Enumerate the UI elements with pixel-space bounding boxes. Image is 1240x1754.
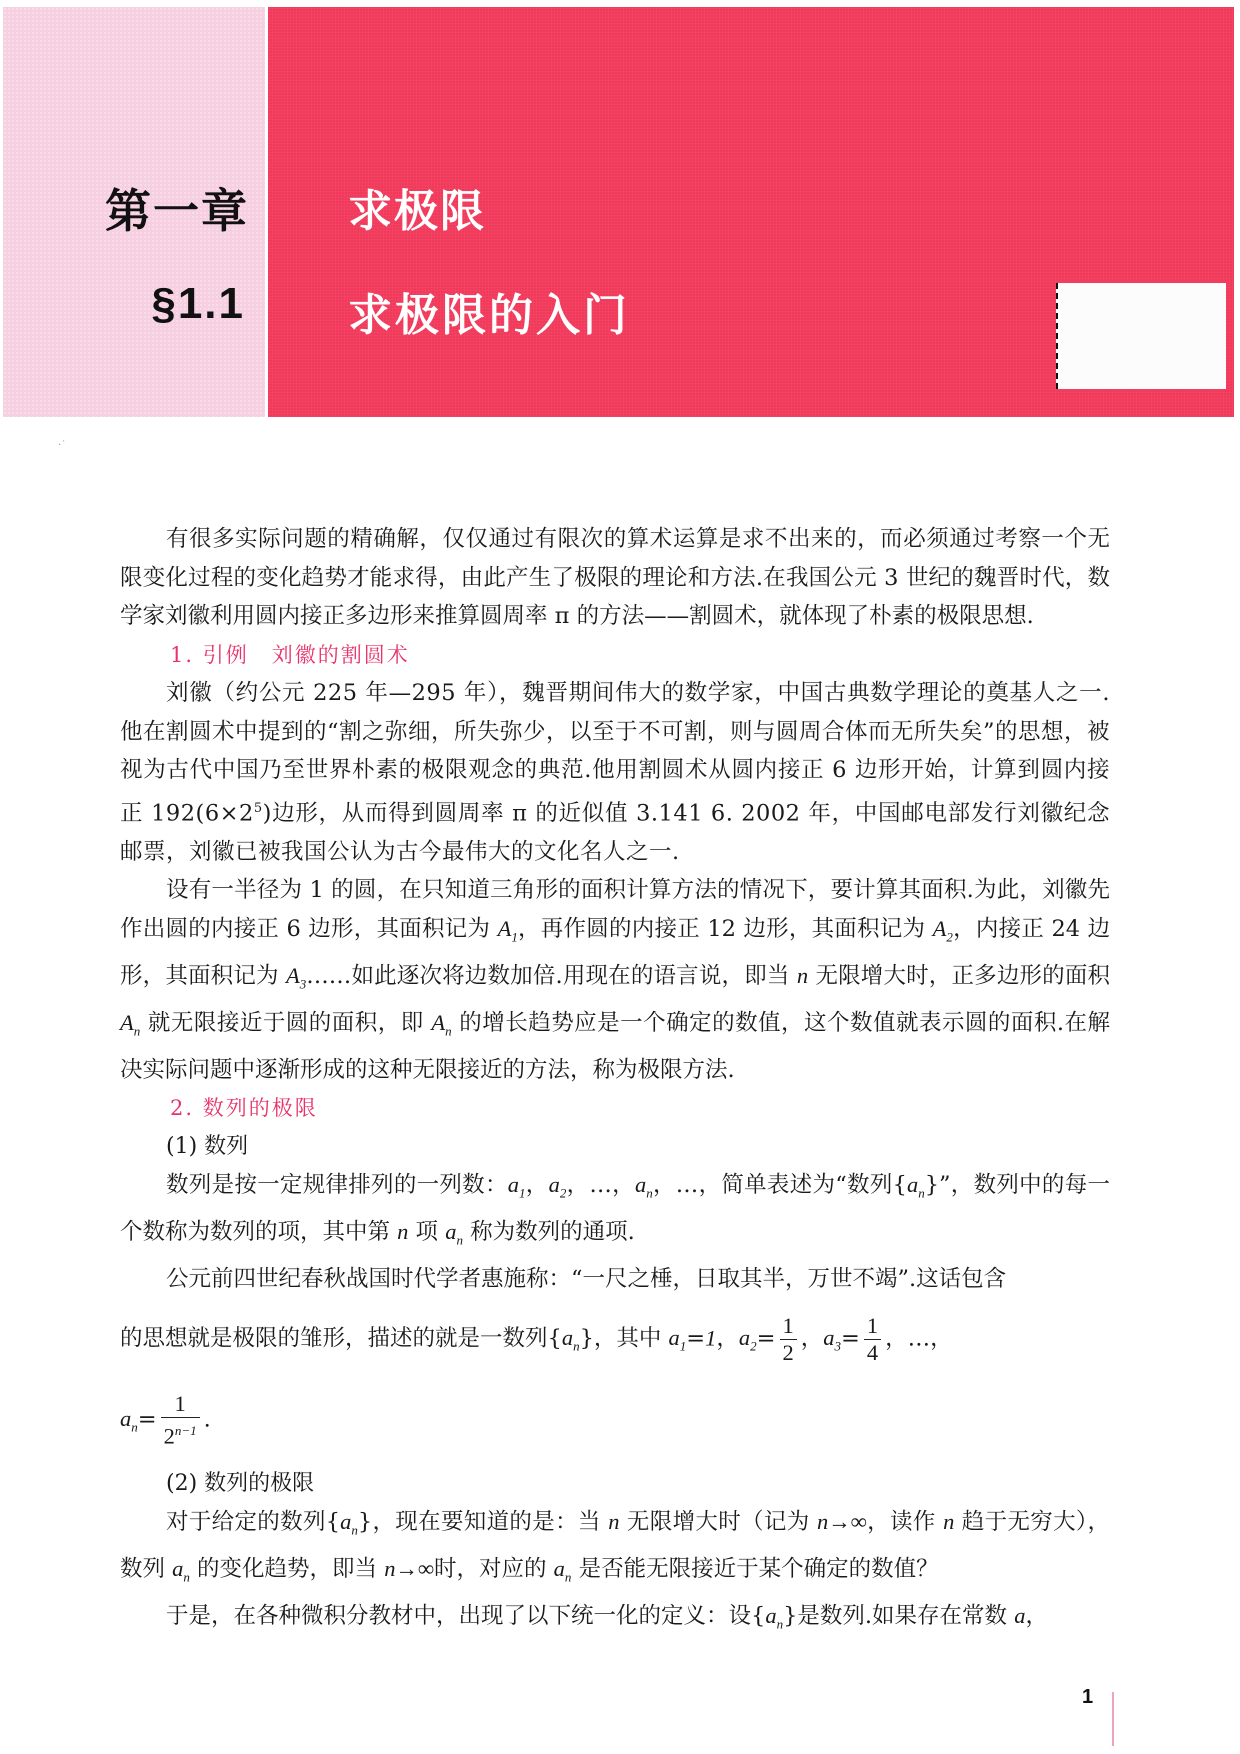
chapter-title: 求极限 (348, 186, 486, 237)
text: }，其中 (579, 1325, 669, 1351)
text: 称为数列的通项. (462, 1219, 635, 1245)
math-a2: $a_2$ (548, 1172, 567, 1201)
section-heading-1: 1. 引例 刘徽的割圆术 (170, 642, 410, 667)
math-n: n (608, 1509, 620, 1534)
math-an: $a_n$ (553, 1556, 572, 1585)
a1-value: 1 (705, 1325, 717, 1350)
math-an: $a_n$ (561, 1325, 580, 1354)
banner-right-panel (268, 7, 1234, 417)
math-a1: $a_1$ (507, 1172, 526, 1201)
circle-area-paragraph (120, 871, 1110, 1089)
huishi-quote-paragraph: 公元前四世纪春秋战国时代学者惠施称：“一尺之棰，日取其半，万世不竭”.这话包含 (166, 1266, 1007, 1292)
text: 就无限接近于圆的面积，即 (140, 1009, 432, 1036)
fraction-a2: $\frac{1}{2}$ (780, 1313, 797, 1366)
limit-definition-paragraph (120, 1597, 1110, 1644)
math-an: $a_n$ (445, 1219, 463, 1248)
math-An: $A_n$ (120, 1009, 141, 1038)
math-an: $a_n$ (906, 1172, 925, 1201)
math-n: n (796, 962, 809, 988)
page-number: 1 (1082, 1686, 1094, 1708)
text: 无限增大时（记为 (619, 1509, 817, 1535)
section-number: §1.1 (151, 279, 245, 328)
text: 的变化趋势，即当 (189, 1556, 385, 1582)
text: ，内接正 24 边形，其面积记为 (120, 915, 1111, 989)
scan-white-patch (1056, 283, 1226, 389)
math-a: a (1014, 1603, 1026, 1628)
text: ，再作圆的内接正 12 边形，其面积记为 (517, 915, 933, 942)
math-an: $a_n$ (634, 1172, 653, 1201)
text: 对于给定的数列{ (166, 1509, 341, 1535)
math-A2: $A_2$ (932, 915, 953, 944)
text: 无限增大时，正多边形的面积 (808, 962, 1111, 989)
math-an: $a_n$ (340, 1509, 358, 1538)
fraction-an: $\frac{1}{2^{n-1}}$ (161, 1391, 200, 1450)
text: 时，对应的 (434, 1556, 554, 1582)
general-term-formula: $a_n=$ $\frac{1}{2^{n-1}}$ . (120, 1390, 211, 1448)
math-a2: $a_2$ (738, 1325, 757, 1354)
text: 于是，在各种微积分教材中，出现了以下统一化的定义：设{ (166, 1603, 766, 1629)
section-title: 求极限的入门 (348, 290, 630, 341)
math-an: $a_n$ (172, 1556, 190, 1585)
text: }”，数列中的每一个数称为数列的项，其中第 (120, 1172, 1110, 1245)
text: 项 (408, 1219, 446, 1245)
scan-speck: ·˙ (58, 440, 67, 451)
math-An: $A_n$ (431, 1009, 452, 1038)
text: 是否能无限接近于某个确定的数值？ (571, 1556, 939, 1582)
math-n: n (397, 1219, 409, 1244)
liu-hui-text-a: 刘徽（约公元 225 年—295 年），魏晋期间伟大的数学家，中国古典数学理论的奠基人之一.他在割圆术中提到的“割之弥细，所失弥少，以至于不可割，则与圆周合体而无所失矣”的思想，被视为古代中国乃至世界朴素的极限观念的典范.他用割圆术从圆内接正 6 边形开始，计算到圆内接正 192(6×2 (120, 680, 1111, 826)
math-A3: $A_3$ (286, 962, 307, 991)
text: ，读作 (866, 1509, 944, 1535)
page-body (120, 520, 1110, 1644)
text: 的增长趋势应是一个确定的数值，这个数值就表示圆的面积.在解决实际问题中逐渐形成的这种无限接近的方法，称为极限方法. (120, 1009, 1110, 1083)
subheading-sequence: (1) 数列 (166, 1133, 249, 1159)
math-an: $a_n$ (765, 1603, 784, 1632)
subheading-sequence-limit: (2) 数列的极限 (166, 1470, 315, 1496)
page-margin-rule (1112, 1692, 1114, 1746)
text: 设有一半径为 1 的圆，在只知道三角形的面积计算方法的情况下，要计算其面积.为此，刘徽先作出圆的内接正 6 边形，其面积记为 (120, 877, 1110, 942)
sequence-definition-paragraph: 数列是按一定规律排列的一列数：$a_1$，$a_2$，…，$a_n$，…，简单表述为“数列$\{a_n\}$”，数列中的每一个数称为数列的项，其中第 n 项 $a_n$ 称为数列的通项. (120, 1172, 1110, 1248)
liu-hui-paragraph (120, 674, 1110, 871)
chapter-banner (0, 7, 1240, 417)
liu-hui-text-b: )边形，从而得到圆周率 π 的近似值 3.141 6. 2002 年，中国邮电部发行刘徽纪念邮票，刘徽已被我国公认为古今最伟大的文化名人之一. (120, 800, 1111, 865)
section-heading-2: 2. 数列的极限 (170, 1096, 318, 1120)
math-a3: $a_3$ (823, 1325, 842, 1354)
math-A1: $A_1$ (497, 915, 518, 944)
text: }是数列.如果存在常数 (783, 1603, 1015, 1629)
limit-question-paragraph (120, 1503, 1110, 1597)
chapter-label: 第一章 (105, 184, 249, 238)
fraction-a3: $\frac{1}{4}$ (864, 1313, 881, 1366)
text: 数列是按一定规律排列的一列数： (166, 1172, 508, 1198)
math-n-to-infinity: n→∞ (817, 1509, 867, 1534)
sequence-example-line: 的思想就是极限的雏形，描述的就是一数列$\{a_n\}$，其中 $a_1=1$，$a_2=$ $\frac{1}{2}$ ，$a_3=$ $\frac{1}{4}$ ，…， (120, 1312, 953, 1365)
banner-left-panel (3, 7, 265, 417)
text: }，现在要知道的是：当 (357, 1509, 609, 1535)
text: ， (1025, 1603, 1048, 1629)
math-n-to-infinity: n→∞ (384, 1556, 435, 1581)
math-n: n (943, 1509, 955, 1534)
exponent: 5 (253, 800, 263, 816)
math-a1: $a_1$ (668, 1325, 687, 1354)
intro-paragraph: 有很多实际问题的精确解，仅仅通过有限次的算术运算是求不出来的，而必须通过考察一个无限变化过程的变化趋势才能求得，由此产生了极限的理论和方法.在我国公元 3 世纪的魏晋时代，数学家刘徽利用圆内接正多边形来推算圆周率 π 的方法——割圆术，就体现了朴素的极限思想. (120, 526, 1110, 629)
math-an: $a_n$ (120, 1405, 138, 1435)
text: 趋于无穷大），数列 (120, 1509, 1110, 1582)
text: 的思想就是极限的雏形，描述的就是一数列{ (120, 1325, 562, 1351)
text: ，简单表述为“数列{ (698, 1172, 907, 1198)
text: ……如此逐次将边数加倍.用现在的语言说，即当 (306, 962, 797, 989)
